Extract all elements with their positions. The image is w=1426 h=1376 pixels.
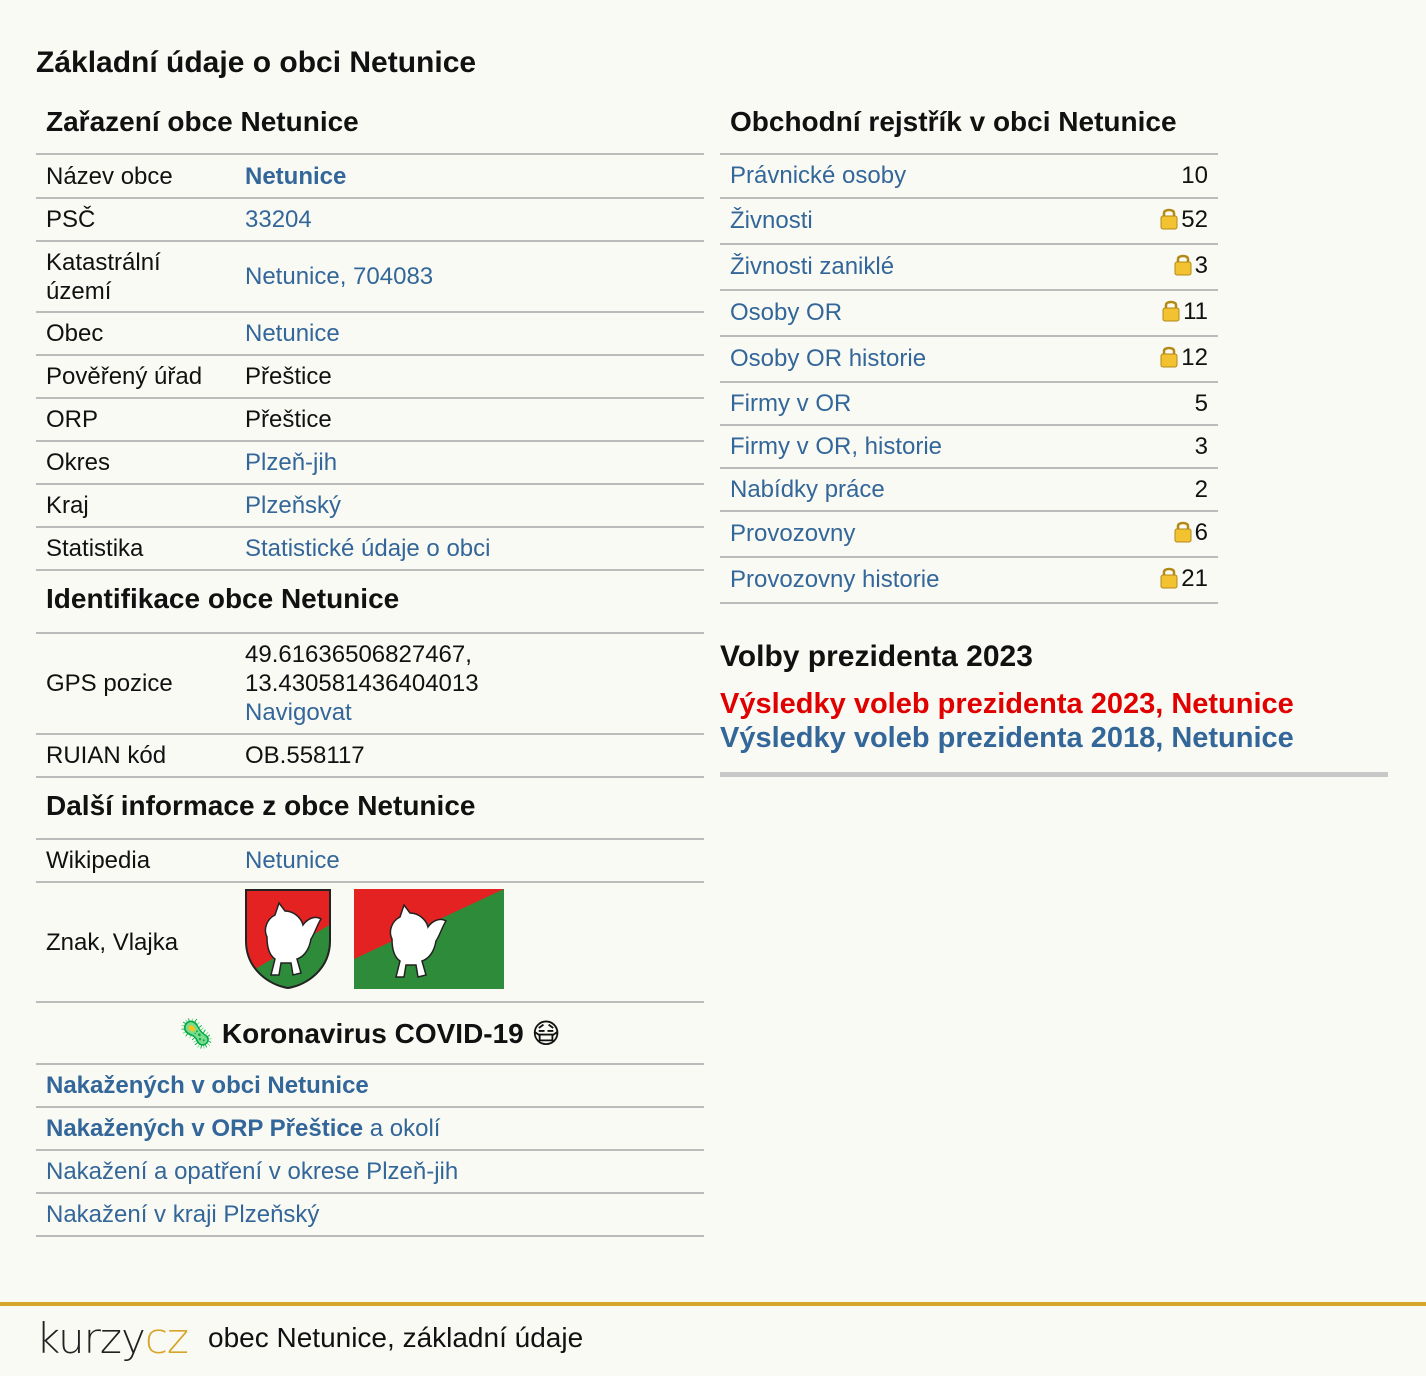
or-row-link[interactable]: Firmy v OR [730,389,852,417]
obec-name-link[interactable]: Netunice [245,162,347,190]
gps-lat: 49.61636506827467, [245,641,472,668]
covid-heading: 🦠 Koronavirus COVID-19 😷 [36,1003,704,1065]
lock-icon [1173,252,1193,283]
statistika-link[interactable]: Statistické údaje o obci [245,535,491,562]
table-row [36,484,704,527]
covid-link-row[interactable] [36,1151,704,1194]
or-row-link[interactable]: Právnické osoby [730,162,907,189]
or-row-count: 10 [1181,162,1208,189]
lock-icon [1161,298,1181,329]
left-column [36,100,704,1237]
coat-of-arms-image[interactable] [245,889,331,996]
obchodni-table [720,155,1218,604]
table-row [36,527,704,570]
table-row [720,382,1218,425]
row-label: Katastrální území [36,241,235,312]
okres-link[interactable]: Plzeň-jih [245,449,338,476]
volby-2023-link[interactable]: Výsledky voleb prezidenta 2023, Netunice [720,688,1294,720]
or-row-link[interactable]: Osoby OR [730,299,843,326]
covid-link-row[interactable] [36,1108,704,1151]
table-row [36,241,704,312]
table-row [36,734,704,777]
zarazeni-heading: Zařazení obce Netunice [36,100,704,155]
or-row-link[interactable]: Osoby OR historie [730,345,927,372]
or-row-count: 6 [1194,518,1208,546]
covid-orp-link[interactable]: Nakažených v ORP Přeštice [46,1115,364,1142]
row-label: Pověřený úřad [36,355,235,398]
or-row-link[interactable]: Živnosti zaniklé [730,253,895,280]
identifikace-table [36,634,704,778]
table-row [720,290,1218,336]
table-row [720,468,1218,511]
lock-icon [1173,519,1193,550]
table-row [36,441,704,484]
table-row [720,511,1218,557]
or-row-count: 5 [1194,389,1208,417]
identifikace-heading: Identifikace obce Netunice [36,571,704,634]
footer-text: obec Netunice, základní údaje [208,1322,584,1353]
table-row [720,336,1218,382]
table-row [36,355,704,398]
covid-kraj-link[interactable]: Nakažení v kraji Plzeňský [46,1201,320,1228]
lock-icon [1159,206,1179,237]
lock-icon [1159,565,1179,596]
table-row [720,425,1218,468]
ruian-label: RUIAN kód [36,734,235,777]
zarazeni-table [36,155,704,571]
row-label: Obec [36,312,235,355]
covid-link-row[interactable] [36,1194,704,1237]
kurzy-logo[interactable] [36,1314,188,1363]
navigovat-link[interactable]: Navigovat [245,699,352,726]
row-label: Statistika [36,527,235,570]
lock-icon [1159,344,1179,375]
ruian-value: OB.558117 [235,734,704,777]
row-label: PSČ [36,198,235,241]
covid-obec-link[interactable]: Nakažených v obci Netunice [46,1072,369,1099]
or-row-link[interactable]: Živnosti [730,207,813,234]
znak-label: Znak, Vlajka [36,882,235,1002]
or-row-link[interactable]: Provozovny [730,520,856,547]
table-row [36,155,704,198]
or-row-count: 2 [1194,475,1208,503]
table-row [720,155,1218,198]
wikipedia-link[interactable]: Netunice [245,847,340,874]
row-label: Okres [36,441,235,484]
or-row-link[interactable]: Nabídky práce [730,475,885,503]
volby-divider [720,772,1388,777]
right-column [720,100,1388,754]
gps-label: GPS pozice [36,634,235,734]
volby-2018-link[interactable]: Výsledky voleb prezidenta 2018, Netunice [720,722,1294,754]
table-row [720,557,1218,603]
row-label: Kraj [36,484,235,527]
or-row-link[interactable]: Firmy v OR, historie [730,432,943,460]
table-row [36,198,704,241]
row-label: Název obce [36,155,235,198]
flag-image[interactable] [354,889,504,996]
povereny-urad-value: Přeštice [235,355,704,398]
or-row-count: 12 [1181,343,1208,371]
table-row [36,882,704,1002]
row-label: ORP [36,398,235,441]
table-row [36,840,704,882]
or-row-count: 21 [1181,564,1208,592]
dalsi-table [36,840,704,1003]
gps-lon: 13.430581436404013 [245,670,479,697]
table-row [720,244,1218,290]
orp-value: Přeštice [235,398,704,441]
table-row [36,634,704,734]
logo-part2: cz [144,1314,188,1363]
or-row-count: 52 [1181,205,1208,233]
covid-okres-link[interactable]: Nakažení a opatření v okrese Plzeň-jih [46,1158,459,1185]
dalsi-heading: Další informace z obce Netunice [36,778,704,840]
or-row-count: 3 [1194,251,1208,279]
or-row-count: 11 [1183,297,1208,325]
wiki-label: Wikipedia [36,840,235,882]
footer [0,1302,1426,1376]
table-row [36,398,704,441]
covid-link-row[interactable] [36,1065,704,1108]
or-row-count: 3 [1194,432,1208,460]
kraj-link[interactable]: Plzeňský [245,492,342,519]
volby-heading: Volby prezidenta 2023 [720,640,1033,673]
katastr-link[interactable]: Netunice, 704083 [245,263,434,290]
obchodni-heading: Obchodní rejstřík v obci Netunice [720,100,1218,155]
obec-link[interactable]: Netunice [245,320,340,347]
logo-part1: kurzy [36,1314,145,1363]
psc-link[interactable]: 33204 [245,206,312,233]
page-title: Základní údaje o obci Netunice [36,46,477,79]
or-row-link[interactable]: Provozovny historie [730,566,940,593]
covid-orp-link-rest[interactable]: a okolí [363,1115,441,1142]
table-row [720,198,1218,244]
table-row [36,312,704,355]
